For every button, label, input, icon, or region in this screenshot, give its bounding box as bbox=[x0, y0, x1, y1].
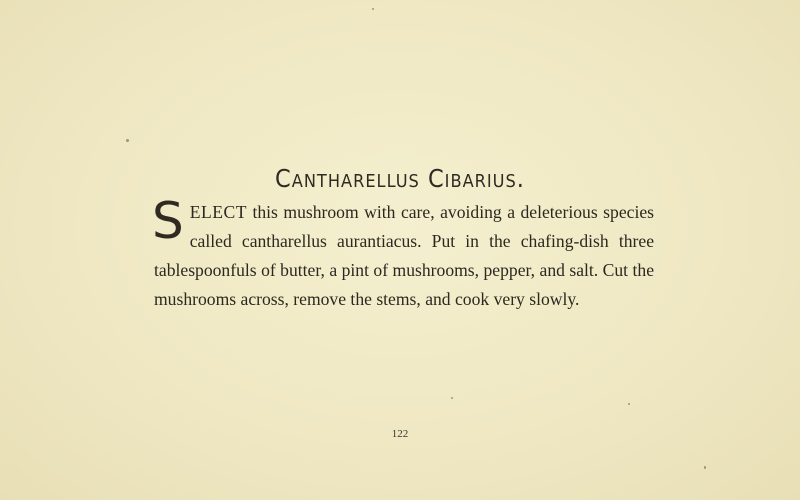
page-number: 122 bbox=[391, 428, 409, 440]
recipe-title: Cantharellus Cibarius. bbox=[275, 164, 525, 193]
paper-speck bbox=[126, 139, 129, 142]
lead-caps: ELECT bbox=[189, 202, 247, 222]
paper-speck bbox=[451, 397, 453, 399]
recipe-body-text: this mushroom with care, avoiding a deleterious species called cantharellus aurantiacus. Put in the chafing-dish three tablespoonfuls of butter, a pint of mushrooms, pepper, and salt. Cut the mushrooms across, remove the stems, and cook very slowly. bbox=[154, 202, 654, 309]
paper-speck bbox=[704, 466, 706, 469]
paper-speck bbox=[372, 8, 374, 10]
paper-speck bbox=[628, 403, 630, 405]
recipe-paragraph bbox=[152, 192, 654, 314]
drop-cap: S bbox=[152, 192, 184, 250]
